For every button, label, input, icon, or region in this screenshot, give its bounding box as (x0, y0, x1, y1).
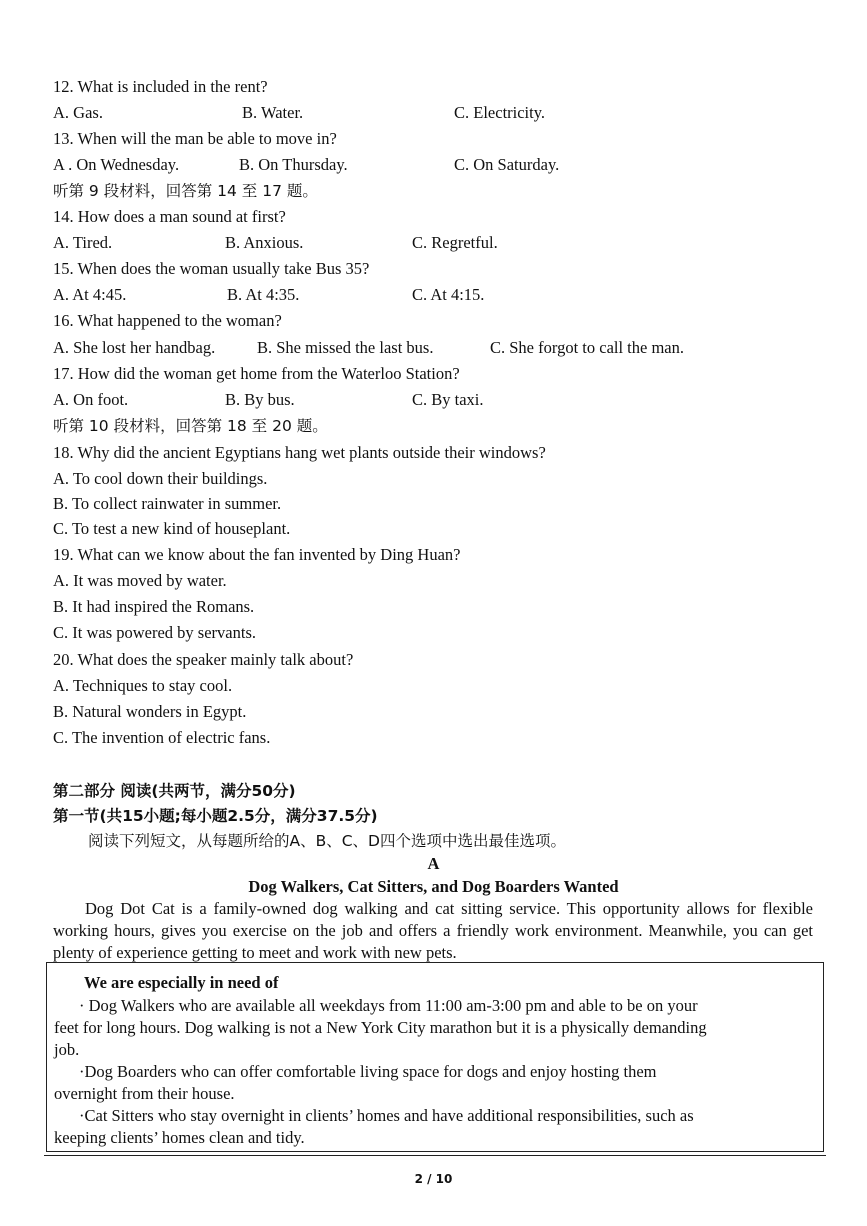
option-17-c: C. By taxi. (412, 390, 484, 409)
option-12-b: B. Water. (242, 103, 304, 122)
option-20-b: B. Natural wonders in Egypt. (53, 702, 247, 721)
option-14-b: B. Anxious. (225, 233, 304, 252)
option-13-a: A . On Wednesday. (53, 155, 180, 174)
option-16-b: B. She missed the last bus. (257, 338, 434, 357)
options-14 (53, 232, 833, 254)
part-2-heading: 第二部分 阅读(共两节，满分50分) (53, 782, 296, 800)
option-16-a: A. She lost her handbag. (53, 338, 216, 357)
option-18-c: C. To test a new kind of houseplant. (53, 519, 291, 538)
dog-boarders-line-1: ·Dog Boarders who can offer comfortable living space for dogs and enjoy hosting them (79, 1062, 657, 1081)
options-13 (53, 154, 833, 176)
cat-sitters-line-1: ·Cat Sitters who stay overnight in clients’ homes and have additional responsibilities, such as (79, 1106, 694, 1125)
question-15: 15. When does the woman usually take Bus 35? (53, 259, 370, 278)
section-1-heading: 第一节(共15小题;每小题2.5分，满分37.5分) (53, 807, 378, 825)
requirements-box (46, 962, 824, 1152)
question-20: 20. What does the speaker mainly talk about? (53, 650, 354, 669)
option-16-c: C. She forgot to call the man. (490, 338, 684, 357)
option-13-b: B. On Thursday. (239, 155, 348, 174)
dog-boarders-line-2: overnight from their house. (54, 1084, 235, 1103)
page-number: 2 / 10 (414, 1172, 453, 1186)
dog-walkers-line-1: · Dog Walkers who are available all weekdays from 11:00 am-3:00 pm and able to be on your (79, 996, 698, 1015)
options-15 (53, 284, 833, 306)
option-19-a: A. It was moved by water. (53, 571, 227, 590)
option-17-b: B. By bus. (225, 390, 295, 409)
passage-letter: A (427, 854, 440, 873)
option-12-c: C. Electricity. (454, 103, 546, 122)
question-13: 13. When will the man be able to move in? (53, 129, 337, 148)
reading-instruction: 阅读下列短文，从每题所给的A、B、C、D四个选项中选出最佳选项。 (88, 832, 566, 850)
passage-intro: Dog Dot Cat is a family-owned dog walking and cat sitting service. This opportunity allows for flexible working hours, gives you exercise on the job and offers a friendly work environment. Meanwhile, you can get plenty of experience getting to meet and work with new pets. (53, 899, 813, 962)
dog-walkers-line-3: job. (54, 1040, 80, 1059)
options-16 (53, 337, 833, 359)
option-20-a: A. Techniques to stay cool. (53, 676, 233, 695)
option-19-b: B. It had inspired the Romans. (53, 597, 255, 616)
question-19: 19. What can we know about the fan invented by Ding Huan? (53, 545, 461, 564)
option-15-c: C. At 4:15. (412, 285, 485, 304)
section-10-instruction: 听第 10 段材料，回答第 18 至 20 题。 (53, 417, 328, 435)
dog-walkers-line-2: feet for long hours. Dog walking is not a New York City marathon but it is a physically demanding (54, 1018, 707, 1037)
option-14-c: C. Regretful. (412, 233, 498, 252)
passage-title: Dog Walkers, Cat Sitters, and Dog Boarders Wanted (248, 877, 619, 896)
question-16: 16. What happened to the woman? (53, 311, 282, 330)
option-17-a: A. On foot. (53, 390, 129, 409)
option-20-c: C. The invention of electric fans. (53, 728, 271, 747)
option-18-a: A. To cool down their buildings. (53, 469, 268, 488)
option-12-a: A. Gas. (53, 103, 103, 122)
question-18: 18. Why did the ancient Egyptians hang wet plants outside their windows? (53, 443, 546, 462)
question-14: 14. How does a man sound at first? (53, 207, 286, 226)
cat-sitters-line-2: keeping clients’ homes clean and tidy. (54, 1128, 305, 1147)
footer-rule (44, 1155, 826, 1156)
option-18-b: B. To collect rainwater in summer. (53, 494, 282, 513)
box-heading: We are especially in need of (84, 973, 279, 992)
option-15-b: B. At 4:35. (227, 285, 300, 304)
question-12: 12. What is included in the rent? (53, 77, 268, 96)
option-15-a: A. At 4:45. (53, 285, 127, 304)
options-17 (53, 389, 833, 411)
option-19-c: C. It was powered by servants. (53, 623, 256, 642)
question-17: 17. How did the woman get home from the Waterloo Station? (53, 364, 460, 383)
option-13-c: C. On Saturday. (454, 155, 560, 174)
option-14-a: A. Tired. (53, 233, 113, 252)
options-12 (53, 102, 833, 124)
section-9-instruction: 听第 9 段材料，回答第 14 至 17 题。 (53, 182, 318, 200)
